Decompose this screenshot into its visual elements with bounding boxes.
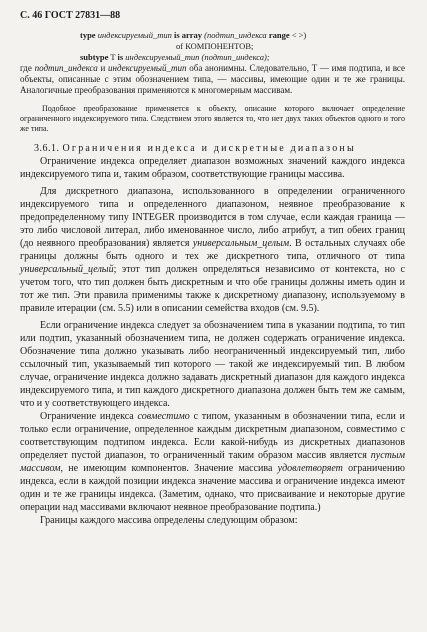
p2-text-c: . В остальных случаях обе границы должны быть одного и тех же дискретного типа, отличного от типа <box>20 238 406 262</box>
kw-range: range <box>268 30 290 40</box>
text-and: и <box>100 63 106 73</box>
paragraph-5: Границы каждого массива определены следующим образом: <box>40 515 298 526</box>
paragraph-3: Если ограничение индекса следует за обозначением типа в указании подтипа, то тип или подтип, указанный обозначением типа, не должен содержать ограничение индекса. Обозначение типа должно указывать либо неограниченный индексируемый тип, либо ссылочный тип, указываемый тип которого — такой же индексируемый тип. В любом случае, ограничение индекса должно задавать дискретный диапазон для каждого индекса индексируемого типа, и тип каждого дискретного диапазона должен быть тем же самым, что и у соответствующего индекса. <box>20 320 405 409</box>
section-title: Ограничения индекса и дискретные диапазоны <box>62 143 356 154</box>
paragraph-1: Ограничение индекса определяет диапазон возможных значений каждого индекса индексируемого типа и, таким образом, соответствующие границы массива. <box>20 156 405 180</box>
paragraph-where <box>20 63 405 96</box>
syntax-line-subtype <box>20 52 405 63</box>
spacer <box>20 134 405 142</box>
kw-is-2: is <box>117 52 124 62</box>
term-array-type: индексируемый_тип <box>108 63 187 73</box>
p2-term-universal: универсальный_целый <box>20 264 114 275</box>
p4-text-a: Ограничение индекса <box>40 411 134 422</box>
paragraph-similar: Подобное преобразование применяется к объекту, описание которого включает определение ограниченного индексируемого типа. Следствием этого является то, что нет двух таких объектов одного и того же типа. <box>20 104 405 133</box>
p2-text-e: ; этот тип должен определяться независимо от контекста, но с учетом того, что тип должен быть дискретным и что обе границы должны иметь один и тот же тип. Эти правила применимы также к дискретному диапазону, используемому в правиле итерации (см. 5.5) или в описании семейства входов (см. 9.5). <box>20 264 405 314</box>
kw-array: array <box>181 30 203 40</box>
p4-term-empty-array: пустым массивом <box>20 450 406 474</box>
p4-text-e: , не имеющим компонентов. Значение массива <box>60 463 273 474</box>
p2-term-universal-integer: универсальным_целым <box>192 238 290 249</box>
p4-text-g: ограничению индекса, если в каждой позиции индекса значение массива и ограничение индекса имеют один и те же границы индекса. (Заметим, однако, что присваивание и некоторые другие операции над массивами включают неявное преобразование подтипа.) <box>20 463 406 513</box>
paragraph-2 <box>20 185 405 315</box>
p4-term-compatible: совместимо <box>137 411 190 422</box>
kw-type: type <box>80 30 96 40</box>
text-where: где <box>20 63 32 73</box>
kw-is: is <box>173 30 180 40</box>
syntax-line-type <box>20 30 405 41</box>
p4-text-c: с типом, указанным в обозначении типа, если и только если ограничение, определенное каждым дискретным диапазоном, совместимо с соответствующим подтипом индекса. Если какой-нибудь из дискретных диапазонов определяет пустой диапазон, то ограниченный таким образом массив является <box>20 411 406 461</box>
syntax-index: (подтип_индекса <box>204 30 267 40</box>
syntax-subtype-rest: индексируемый_тип (подтип_индекса); <box>125 52 270 62</box>
syntax-t: T <box>110 52 116 62</box>
syntax-box: < >) <box>291 30 307 40</box>
p2-text-a: Для дискретного диапазона, использованного в определении ограниченного индексируемого типа и определенного диапазоном, неявное преобразование к предопределенному типу INTEGER производится в том случае, если каждая граница — это либо числовой литерал, либо именованное число, либо атрибут, а тип обеих границ (до неявного преобразования) является <box>20 186 405 249</box>
section-heading <box>20 142 405 155</box>
p4-term-satisfies: удовлетворяет <box>277 463 343 474</box>
page-header: С. 46 ГОСТ 27831—88 <box>20 10 121 21</box>
section-number: 3.6.1. <box>34 143 60 154</box>
paragraph-4 <box>20 410 405 514</box>
kw-subtype: subtype <box>80 52 109 62</box>
text-where-rest: оба анонимны. Следовательно, Т — имя подтипа, и все объекты, описанные с этим обозначением типа, — массивы, имеющие один и те же границы. Аналогичные преобразования применяются к многомерным массивам. <box>20 63 406 95</box>
syntax-line-of: of КОМПОНЕНТОВ; <box>176 41 254 51</box>
syntax-array-name: индексируемый_тип <box>97 30 172 40</box>
term-index-subtype: подтип_индекса <box>34 63 98 73</box>
syntax-block <box>20 30 405 63</box>
spacer <box>20 96 405 104</box>
